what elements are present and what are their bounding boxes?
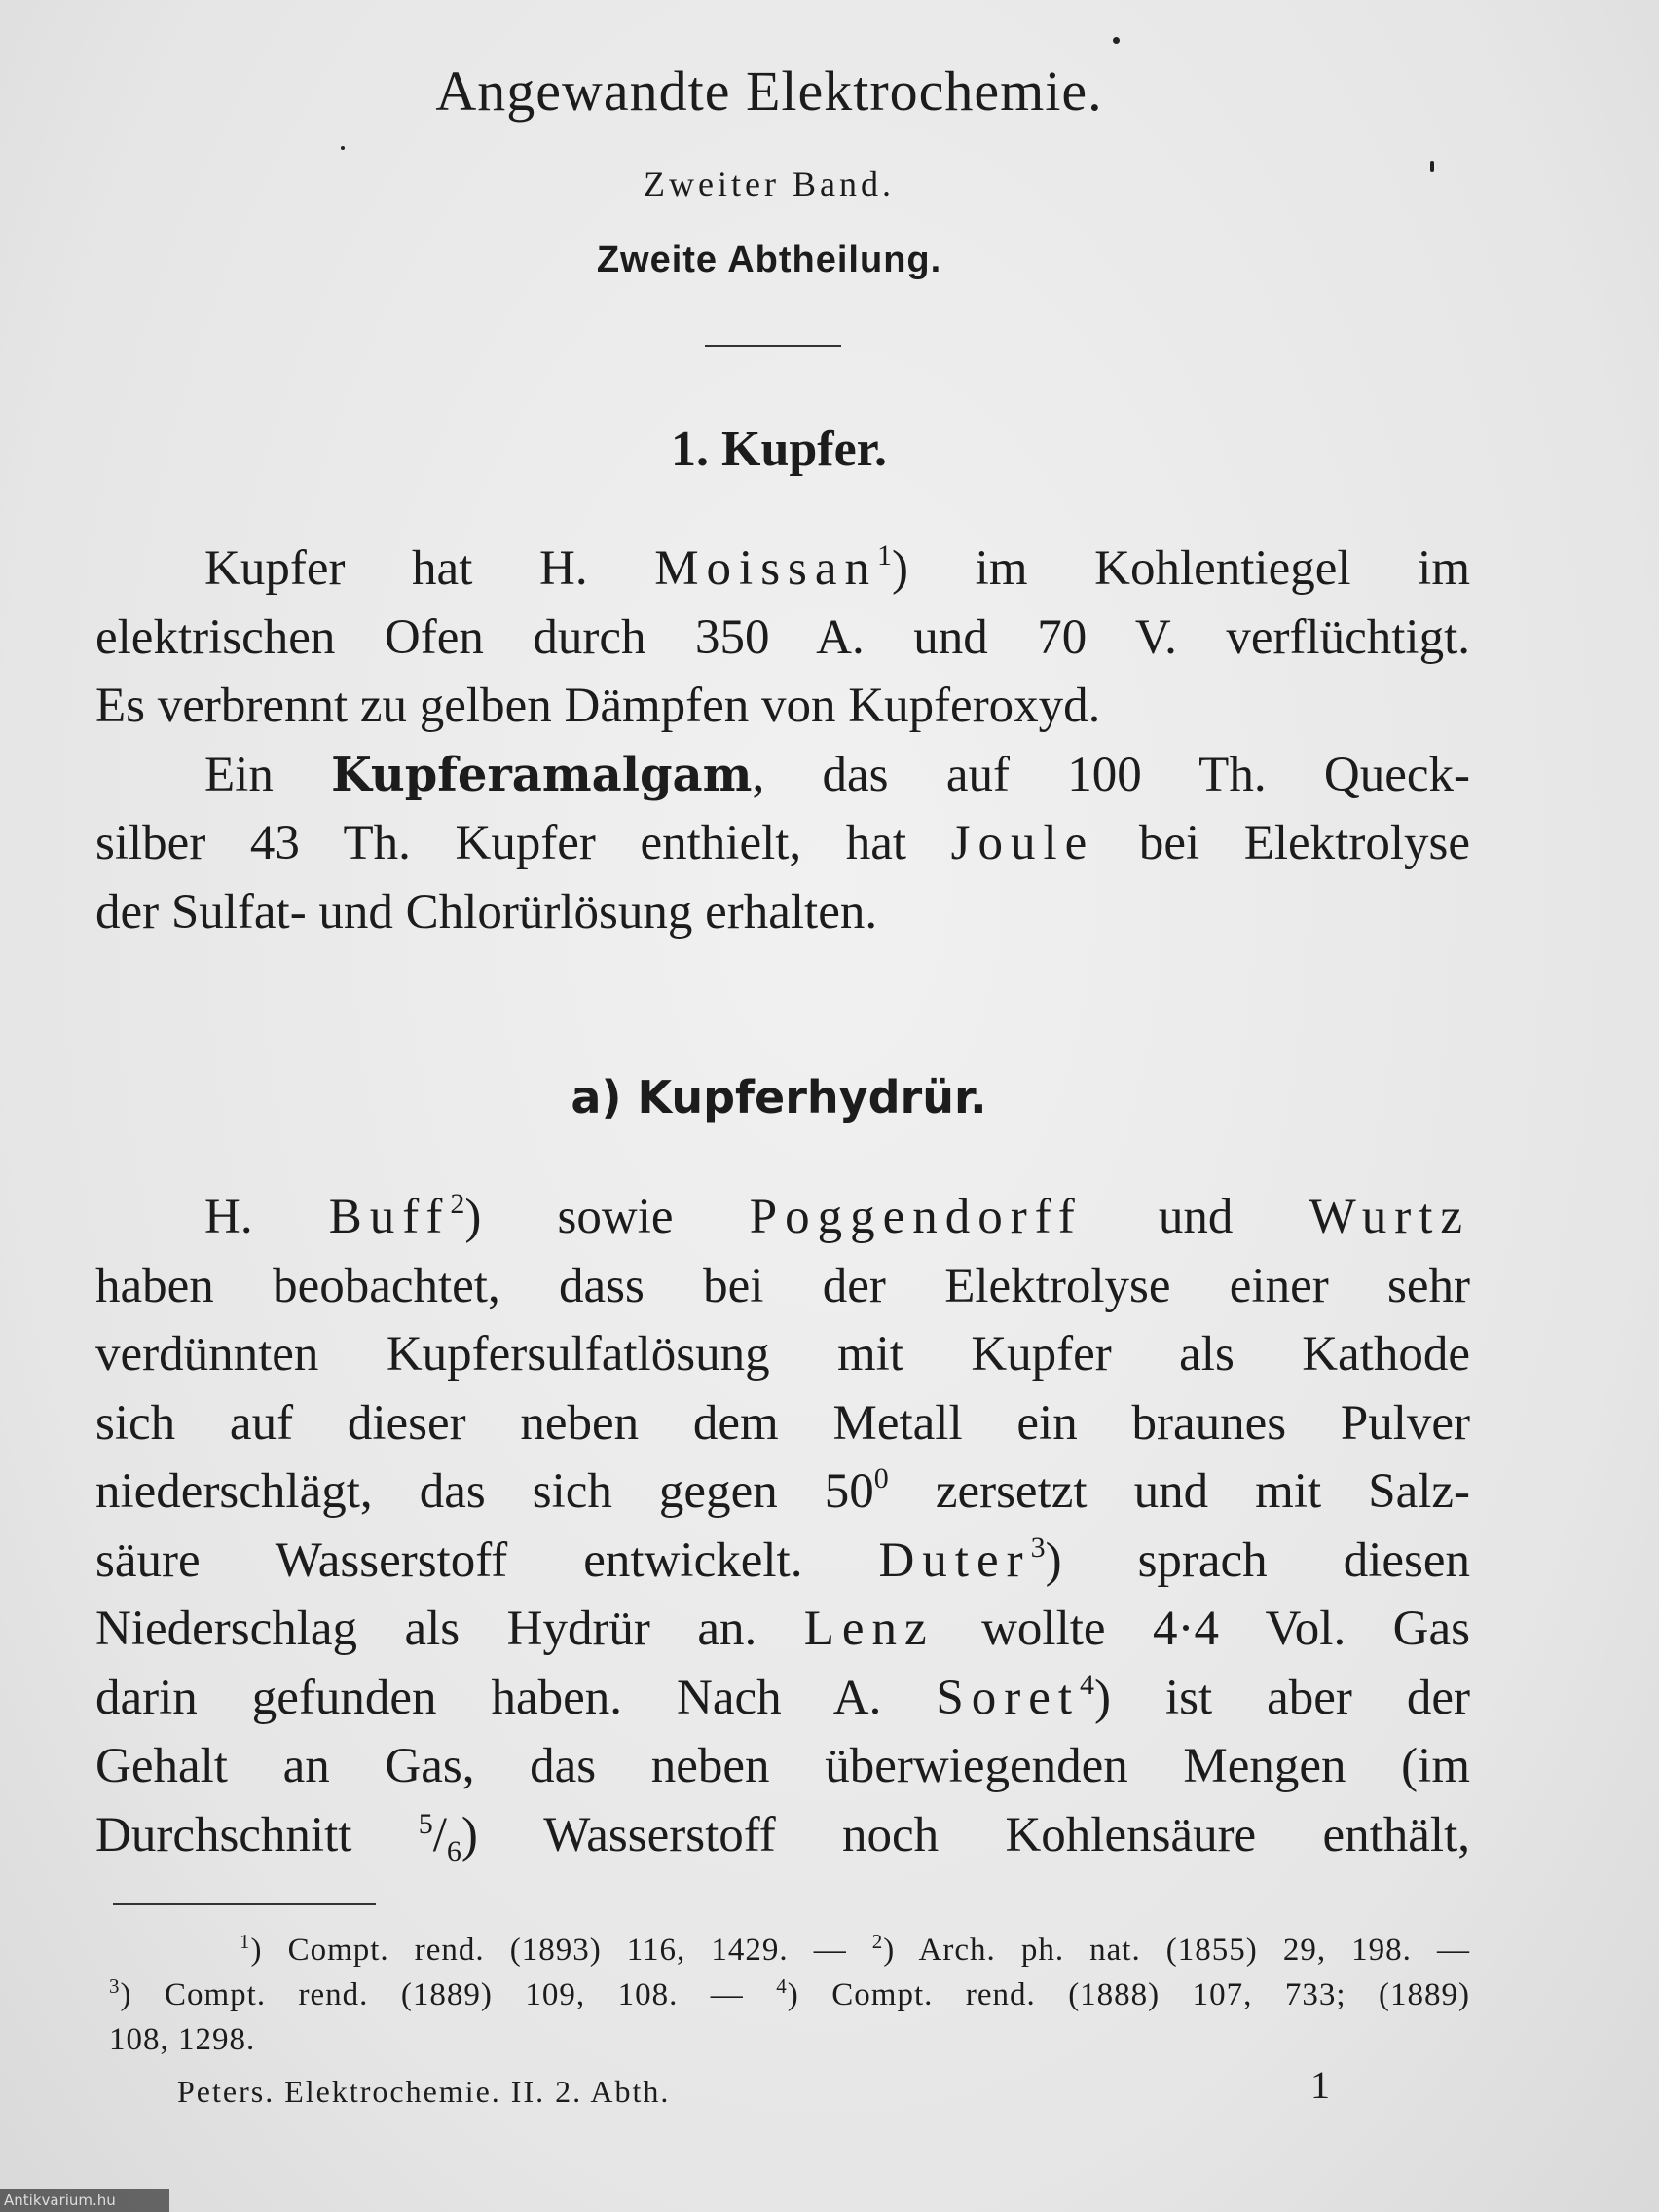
- ink-speck: [341, 146, 345, 150]
- text-run: säure Wasserstoff entwickelt.: [95, 1532, 879, 1588]
- text-line: sich auf dieser neben dem Metall ein braunes Pulver: [95, 1395, 1470, 1451]
- author-name: Lenz: [803, 1602, 935, 1656]
- text-run: Durchschnitt: [95, 1807, 419, 1862]
- text-run: Niederschlag als Hydrür an.: [95, 1602, 804, 1656]
- footnote-ref: 1: [877, 539, 893, 571]
- footnote-ref: 4: [1080, 1668, 1095, 1701]
- text-line: [95, 535, 1470, 604]
- text-line: [95, 1183, 1470, 1252]
- text-run: ) sprach diesen: [1045, 1532, 1470, 1588]
- text-run: ) im Kohlentiegel im: [892, 541, 1470, 596]
- author-name: Soret: [936, 1670, 1081, 1725]
- footnote-marker: 4: [776, 1974, 788, 1998]
- author-name: Joule: [950, 816, 1095, 870]
- footnote-text: ) Arch. ph. nat. (1855) 29, 198. —: [883, 1933, 1471, 1968]
- part-label: Zweite Abtheilung.: [596, 240, 942, 280]
- subsection-heading: a) Kupferhydrür.: [571, 1071, 987, 1124]
- author-name: Buff: [328, 1190, 451, 1244]
- text-line: der Sulfat- und Chlorürlösung erhalten.: [95, 884, 878, 940]
- text-line: [95, 809, 1470, 878]
- text-run: Kupfer hat H.: [204, 541, 655, 596]
- text-line: [95, 1801, 1470, 1870]
- paragraph-kupferhydruer: [95, 1183, 1470, 1869]
- author-name: Moissan: [654, 541, 878, 596]
- fraction-denominator: 6: [446, 1834, 461, 1867]
- text-run: ) sowie: [464, 1190, 750, 1244]
- footnote-text: ) Compt. rend. (1893) 116, 1429. —: [250, 1933, 872, 1968]
- author-name: Duter: [878, 1532, 1031, 1588]
- degree-sign: 0: [873, 1462, 889, 1494]
- footnotes: [109, 1928, 1470, 2062]
- text-run: , das auf 100 Th. Queck-: [752, 747, 1470, 802]
- text-run: Ein: [204, 747, 332, 802]
- footnote-line: [109, 1928, 1470, 1972]
- text-line: elektrischen Ofen durch 350 A. und 70 V. verflüchtigt.: [95, 609, 1470, 665]
- text-line: [95, 1527, 1470, 1596]
- footnote-marker: 1: [240, 1930, 251, 1953]
- bold-term: Kupferamalgam: [331, 747, 753, 802]
- footnote-line: 108, 1298.: [109, 2022, 256, 2057]
- footnote-text: ) Compt. rend. (1889) 109, 108. —: [120, 1977, 777, 2012]
- text-run: ) ist aber der: [1094, 1670, 1471, 1725]
- page-number: 1: [1310, 2063, 1330, 2107]
- page-title: Angewandte Elektrochemie.: [435, 59, 1103, 123]
- text-line: Es verbrennt zu gelben Dämpfen von Kupferoxyd.: [95, 679, 1101, 733]
- footnote-line: [109, 1972, 1470, 2017]
- fraction-slash: /: [432, 1807, 447, 1862]
- section-heading: 1. Kupfer.: [671, 422, 887, 477]
- author-name: Wurtz: [1309, 1190, 1471, 1244]
- volume-label: Zweiter Band.: [644, 165, 895, 203]
- ink-speck: [1113, 37, 1120, 44]
- text-line: verdünnten Kupfersulfatlösung mit Kupfer als Kathode: [95, 1327, 1470, 1382]
- footnote-ref: 2: [450, 1188, 465, 1220]
- text-line: haben beobachtet, dass bei der Elektrolyse einer sehr: [95, 1258, 1470, 1313]
- paragraph-kupfer: [95, 535, 1470, 946]
- footnote-marker: 3: [109, 1974, 121, 1998]
- text-line: [95, 741, 1470, 810]
- text-run: bei Elektrolyse: [1094, 816, 1470, 870]
- divider: [705, 345, 841, 347]
- text-run: wollte 4·4 Vol. Gas: [934, 1602, 1470, 1656]
- text-line: [95, 1457, 1470, 1527]
- fraction-numerator: 5: [418, 1807, 433, 1840]
- footnote-marker: 2: [871, 1930, 884, 1953]
- text-run: H.: [204, 1190, 329, 1244]
- footnote-ref: 3: [1030, 1530, 1046, 1564]
- author-name: Poggendorff: [749, 1190, 1083, 1244]
- text-line: [95, 1595, 1470, 1664]
- text-run: niederschlägt, das sich gegen 50: [95, 1464, 874, 1519]
- text-run: silber 43 Th. Kupfer enthielt, hat: [95, 816, 951, 870]
- text-run: ) Wasserstoff noch Kohlensäure enthält,: [461, 1807, 1470, 1862]
- text-run: darin gefunden haben. Nach A.: [95, 1670, 937, 1725]
- text-run: und: [1082, 1190, 1309, 1244]
- text-line: Gehalt an Gas, das neben überwiegenden Mengen (im: [95, 1739, 1470, 1793]
- watermark: Antikvarium.hu: [0, 2189, 169, 2212]
- footnote-text: ) Compt. rend. (1888) 107, 733; (1889): [787, 1977, 1471, 2012]
- running-footer: Peters. Elektrochemie. II. 2. Abth.: [177, 2074, 671, 2109]
- footnote-divider: [113, 1903, 376, 1905]
- text-line: [95, 1664, 1470, 1733]
- text-run: zersetzt und mit Salz-: [888, 1464, 1470, 1519]
